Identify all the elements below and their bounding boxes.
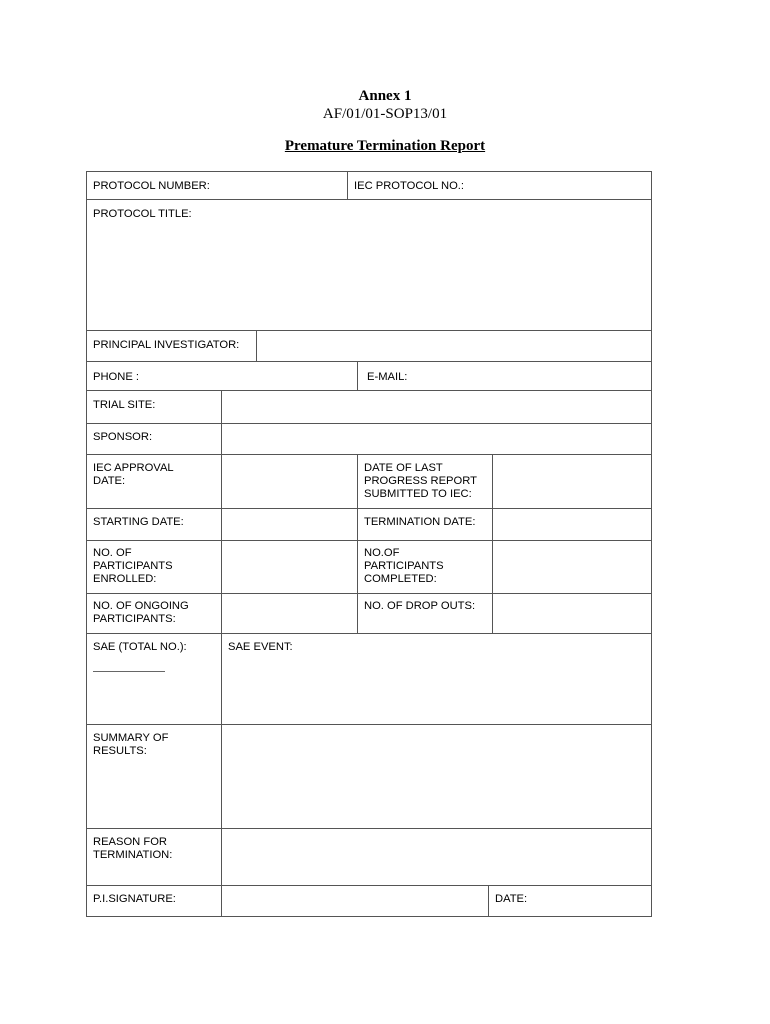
ongoing-field[interactable]	[221, 593, 358, 634]
page-title: Premature Termination Report	[284, 138, 486, 154]
enrolled-field[interactable]	[221, 540, 358, 594]
drop-outs-field[interactable]	[492, 593, 652, 634]
termination-date-label: TERMINATION DATE:	[364, 516, 476, 528]
sae-total-blank-line[interactable]	[93, 671, 165, 672]
summary-field[interactable]	[221, 724, 652, 829]
starting-date-label: STARTING DATE:	[93, 516, 184, 528]
reason-field[interactable]	[221, 828, 652, 886]
iec-approval-date-label: IEC APPROVAL DATE:	[93, 462, 174, 487]
principal-investigator-field[interactable]	[256, 330, 652, 362]
sae-event-label: SAE EVENT:	[228, 641, 293, 653]
sponsor-label: SPONSOR:	[93, 431, 153, 443]
iec-approval-date-field[interactable]	[221, 454, 358, 509]
ongoing-participants-label: NO. OF ONGOING PARTICIPANTS:	[93, 600, 189, 625]
document-code: AF/01/01-SOP13/01	[322, 106, 448, 122]
phone-label: PHONE :	[93, 371, 140, 383]
last-progress-date-field[interactable]	[492, 454, 652, 509]
summary-results-label: SUMMARY OF RESULTS:	[93, 732, 169, 757]
sponsor-field[interactable]	[221, 423, 652, 455]
last-progress-label: DATE OF LAST PROGRESS REPORT SUBMITTED TO IEC:	[364, 462, 477, 500]
reason-termination-label: REASON FOR TERMINATION:	[93, 836, 173, 861]
signature-field[interactable]	[221, 885, 489, 917]
drop-outs-label: NO. OF DROP OUTS:	[364, 600, 476, 612]
participants-completed-label: NO.OF PARTICIPANTS COMPLETED:	[364, 547, 444, 585]
termination-date-field[interactable]	[492, 508, 652, 541]
iec-protocol-no-label: IEC PROTOCOL NO.:	[354, 180, 465, 192]
trial-site-label: TRIAL SITE:	[93, 399, 156, 411]
date-label: DATE:	[495, 893, 528, 905]
annex-heading: Annex 1	[358, 88, 412, 104]
starting-date-field[interactable]	[221, 508, 358, 541]
principal-investigator-label: PRINCIPAL INVESTIGATOR:	[93, 339, 240, 351]
participants-enrolled-label: NO. OF PARTICIPANTS ENROLLED:	[93, 547, 173, 585]
email-label: E-MAIL:	[367, 371, 408, 383]
protocol-title-label: PROTOCOL TITLE:	[93, 208, 192, 220]
sae-total-label: SAE (TOTAL NO.):	[93, 641, 187, 653]
protocol-number-label: PROTOCOL NUMBER:	[93, 180, 210, 192]
completed-field[interactable]	[492, 540, 652, 594]
pi-signature-label: P.I.SIGNATURE:	[93, 893, 176, 905]
trial-site-field[interactable]	[221, 390, 652, 424]
